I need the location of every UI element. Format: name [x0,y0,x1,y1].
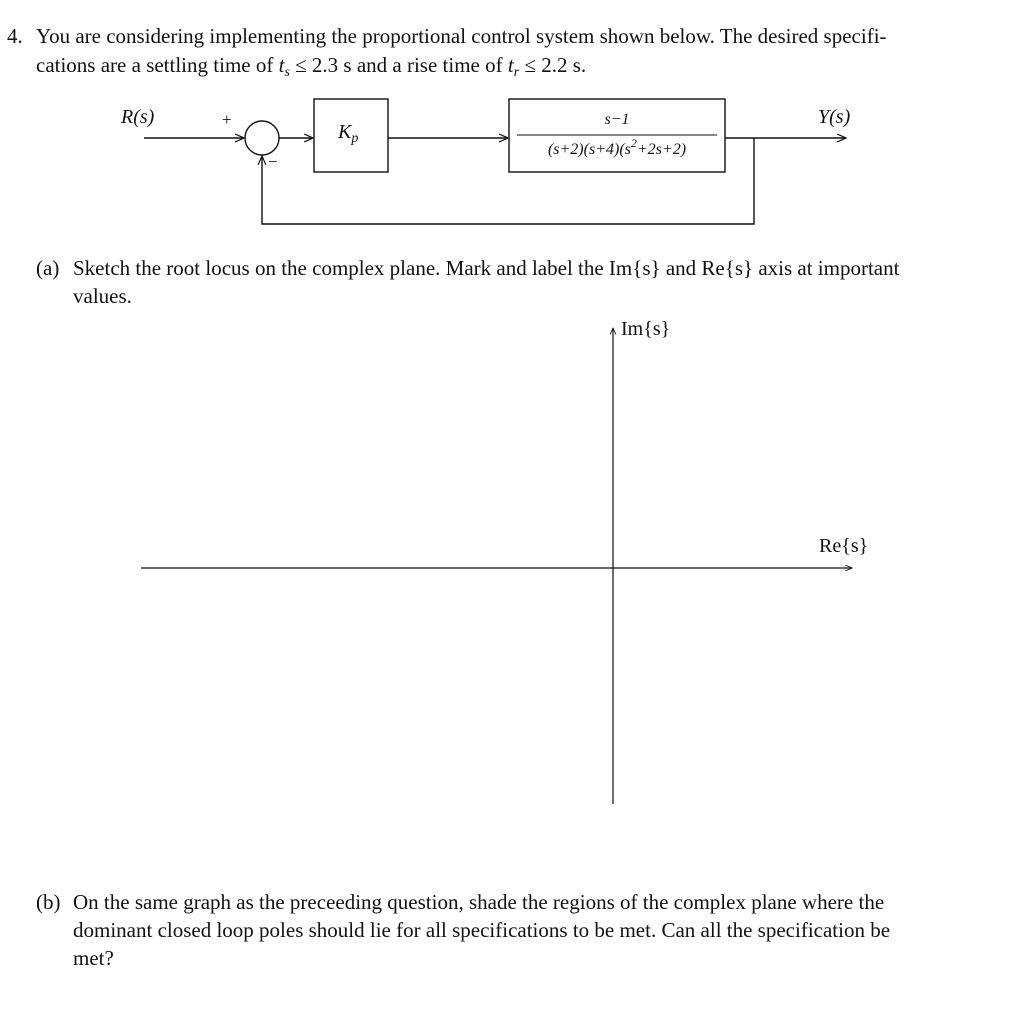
imaginary-axis-label: Im{s} [621,318,671,340]
plant-denominator [509,136,725,159]
plant-numerator [509,111,725,129]
plus-sign: + [222,110,232,129]
part-a-label: (a) [36,256,60,280]
controller-gain [338,121,358,147]
numerator-text: s−1 [604,111,630,128]
ts-subscript: s [284,65,290,80]
ts-relation: ≤ 2.3 s and a rise time of [295,53,503,77]
tr-symbol: t [507,53,514,77]
gain-symbol: K [338,121,352,143]
denominator-part2: +2s+2) [636,141,687,158]
real-axis-label: Re{s} [819,535,869,557]
part-a-text-line1: Sketch the root locus on the complex plane. Mark and label the Im{s} and Re{s} axis at important [73,256,900,280]
problem-number: 4. [7,24,23,48]
denominator-exponent: 2 [630,136,637,150]
minus-sign: − [268,152,278,171]
summing-junction [245,121,279,155]
problem-intro-line2 [36,51,586,87]
part-b-text-line1: On the same graph as the preceeding question, shade the regions of the complex plane where the [73,890,885,914]
denominator-part1: (s+2)(s+4)(s [547,141,631,158]
intro-prefix: cations are a settling time of [36,53,274,77]
part-b-text-line2: dominant closed loop poles should lie for all specifications to be met. Can all the specification be [73,918,891,942]
input-label: R(s) [121,106,155,128]
tr-subscript: r [513,65,520,80]
part-b-text-line3: met? [73,946,114,970]
part-b-label: (b) [36,890,61,914]
output-label: Y(s) [818,106,851,128]
problem-intro-line1: You are considering implementing the proportional control system shown below. The desired specifi- [36,24,887,48]
part-a-text-line2: values. [73,284,132,308]
gain-subscript: p [351,131,359,146]
tr-relation: ≤ 2.2 s. [524,53,587,77]
complex-plane [0,320,1012,810]
ts-symbol: t [278,53,285,77]
